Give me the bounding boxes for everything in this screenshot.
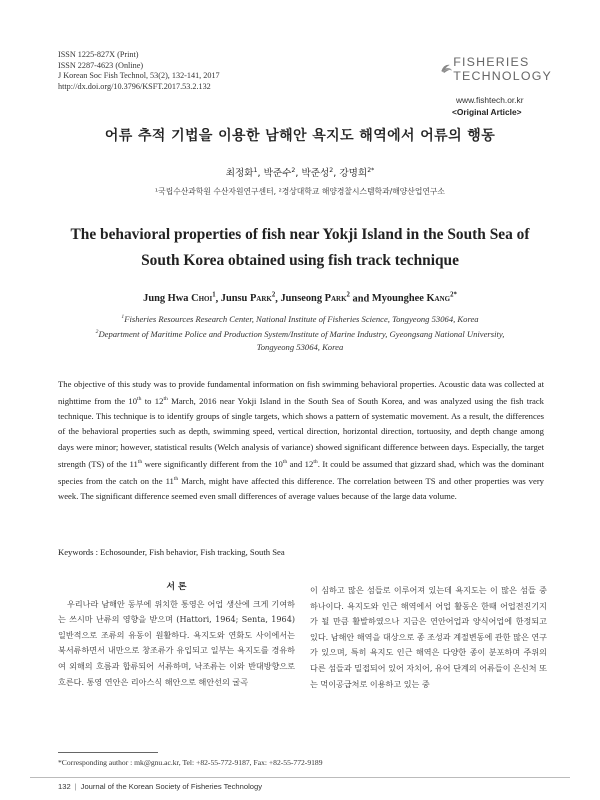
english-affiliations (0, 311, 600, 354)
korean-title: 어류 추적 기법을 이용한 남해안 욕지도 해역에서 어류의 행동 (104, 128, 496, 144)
section-heading-introduction: 서 론 (166, 582, 187, 592)
english-title-line-2: South Korea obtained using fish track technique (141, 252, 459, 269)
intro-paragraph-continued: 이 심하고 많은 섬들로 이루어져 있는데 욕지도는 이 많은 섬들 중 하나이다. 욕지도와 인근 해역에서 어업 활동은 한때 어업전진기지가 될 만큼 활발하였으나 지금은 연안어업과 양식어업에 한정되고 있다. 남해안 해역을 대상으로 종 조성과 계절변동에 관한 많은 연구가 있으며, 특히 욕지도 인근 해역은 다양한 종이 분포하며 주위의 다른 섬들과 밀접되어 있어 자치어, 유어 단계의 어류들이 은신처 또는 먹이공급처로 이용하고 있는 중 (310, 585, 547, 689)
page-number: 132 (58, 782, 71, 791)
english-author-4: Myounghee Kang$^{2*}$ (371, 292, 457, 305)
english-title (40, 222, 560, 274)
corresponding-author-footnote: *Corresponding author : mk@gnu.ac.kr, Tel: +82-55-772-9187, Fax: +82-55-772-9189 (58, 758, 323, 767)
abstract: The objective of this study was to provide fundamental information on fish swimming behavioral properties. Acoustic data was collected at nighttime from the 10th to 12th March, 2016 near Yokji Island in the South Sea of South Korea, and was analyzed using the fish track technique. This technique is to identify groups of single targets, which shows a pattern of systematic movement. As a result, the differences of the behavioral properties such as depth, swimming speed, vertical direction, horizontal direction, tortuosity, and depth change among days were minor; however, statistical results (Welch analysis of variance) showed significant difference between days. Especially, the target strength (TS) of the 11th were significantly different from the 10th and 12th. It could be assumed that gizzard shad, which was the dominant species from the catch on the 11th March, might have affected this difference. The correlation between TS and other properties was very week. The significant difference seemed even small differences of average values because of the large data volume. (58, 379, 544, 502)
journal-name: Journal of the Korean Society of Fisheries Technology (80, 782, 263, 791)
english-authors: Jung Hwa Choi$^1$, Junsu Park$^2$, Junseong Park$^2$ and Myounghee Kang$^{2*}$ (143, 292, 457, 305)
korean-author-1: 최정화$^1$ (225, 166, 258, 179)
korean-author-3: 박준성$^2$ (301, 166, 334, 179)
korean-authors: 최정화$^1$, 박준수$^2$, 박준성$^2$, 강명희$^{2*}$ (225, 166, 375, 179)
keywords: Keywords : Echosounder, Fish behavior, Fish tracking, South Sea (58, 547, 285, 557)
body-left-column (58, 580, 295, 690)
korean-author-2: 박준수$^2$ (263, 166, 296, 179)
logo-line-1: FISHERIES (453, 55, 530, 69)
page-footer: 132 | Journal of the Korean Society of Fisheries Technology (58, 782, 263, 791)
article-type: <Original Article> (452, 107, 522, 117)
issn-print: ISSN 1225-827X (Print) (58, 50, 139, 59)
issn-online: ISSN 2287-4623 (Online) (58, 60, 144, 70)
english-author-1: Jung Hwa Choi$^1$ (143, 292, 216, 305)
english-title-line-1: The behavioral properties of fish near Yokji Island in the South Sea of (70, 226, 530, 243)
korean-affiliations: ¹국립수산과학원 수산자원연구센터, ²경상대학교 해양경찰시스템학과/해양산업연구소 (155, 187, 445, 196)
intro-paragraph: 우리나라 남해안 동부에 위치한 통영은 어업 생산에 크게 기여하는 쓰시마 난류의 영향을 받으며 (Hattori, 1964; Senta, 1964) 일반적으로 조류의 유동이 원활하다. 욕지도와 연화도 사이에서는 북서류하면서 내만으로 창조류가 유입되고 일부는 욕지도를 경유하여 외해의 흐름과 합류되어 서류하며, 낙조류는 이와 반대방향으로 흐른다. 통영 연안은 리아스식 해안으로 해안선의 굴곡 (58, 598, 295, 687)
english-author-2: Junsu Park$^2$ (220, 292, 276, 305)
korean-author-4: 강명희$^{2*}$ (339, 166, 375, 179)
footnote-divider (58, 752, 158, 753)
body-right-column (310, 583, 547, 692)
affiliation-2-cont: Tongyeong 53064, Korea (256, 342, 344, 353)
journal-website[interactable]: www.fishtech.or.kr (456, 95, 524, 105)
affiliation-2: $^2$Department of Maritime Police and Production System/Institute of Marine Industry, Gyeongsang National University, (95, 328, 505, 339)
fish-logo-icon (440, 55, 453, 81)
journal-logo (440, 55, 552, 91)
citation: J Korean Soc Fish Technol, 53(2), 132-141, 2017 (58, 71, 220, 81)
logo-line-2: TECHNOLOGY (453, 69, 552, 83)
journal-metadata (58, 50, 220, 92)
english-author-3: Junseong Park$^2$ (280, 292, 350, 305)
footer-divider (30, 777, 570, 778)
doi-link[interactable]: http://dx.doi.org/10.3796/KSFT.2017.53.2.132 (58, 81, 211, 91)
affiliation-1: $^1$Fisheries Resources Research Center, National Institute of Fisheries Science, Tongyeong 53064, Korea (121, 313, 479, 324)
